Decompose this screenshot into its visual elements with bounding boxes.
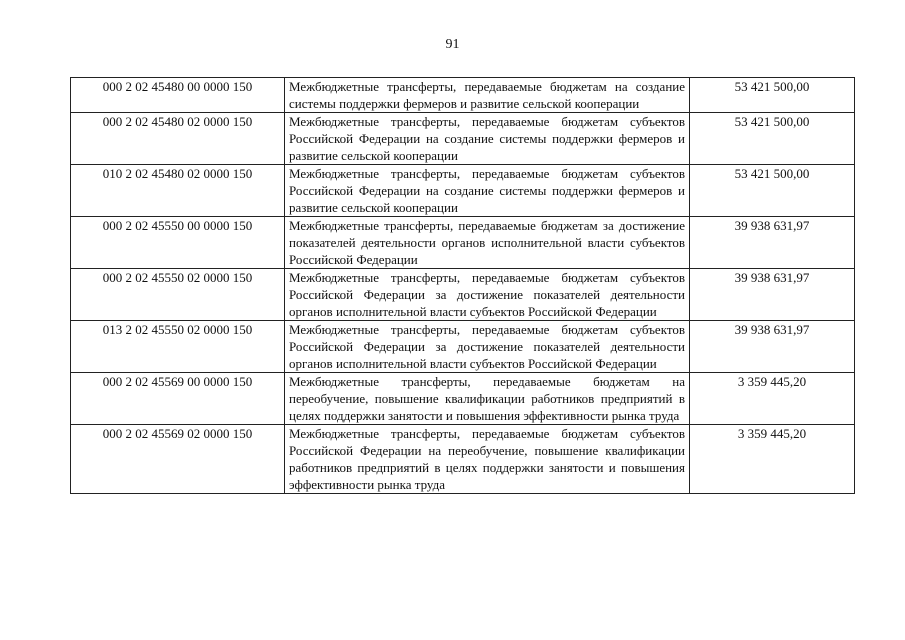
budget-code-cell: 000 2 02 45569 00 0000 150 [71, 373, 285, 425]
page-number: 91 [445, 37, 460, 52]
budget-code-cell: 000 2 02 45480 00 0000 150 [71, 78, 285, 113]
budget-code-cell: 010 2 02 45480 02 0000 150 [71, 165, 285, 217]
budget-code-cell: 000 2 02 45550 00 0000 150 [71, 217, 285, 269]
amount-cell: 53 421 500,00 [690, 78, 855, 113]
description-cell: Межбюджетные трансферты, передаваемые бюджетам субъектов Российской Федерации на создание системы поддержки фермеров и развитие сельской кооперации [285, 113, 690, 165]
budget-code-cell: 000 2 02 45569 02 0000 150 [71, 425, 285, 494]
amount-cell: 3 359 445,20 [690, 373, 855, 425]
budget-code-cell: 000 2 02 45480 02 0000 150 [71, 113, 285, 165]
table-row [71, 321, 855, 373]
table-row [71, 217, 855, 269]
table-row [71, 113, 855, 165]
amount-cell: 39 938 631,97 [690, 217, 855, 269]
amount-cell: 3 359 445,20 [690, 425, 855, 494]
budget-code-cell: 013 2 02 45550 02 0000 150 [71, 321, 285, 373]
amount-cell: 53 421 500,00 [690, 165, 855, 217]
description-cell: Межбюджетные трансферты, передаваемые бюджетам субъектов Российской Федерации за достижение показателей деятельности органов исполнительной власти субъектов Российской Федерации [285, 269, 690, 321]
amount-cell: 53 421 500,00 [690, 113, 855, 165]
table-row [71, 373, 855, 425]
budget-table [70, 77, 855, 494]
table-row [71, 165, 855, 217]
budget-code-cell: 000 2 02 45550 02 0000 150 [71, 269, 285, 321]
table-row [71, 269, 855, 321]
table-row [71, 78, 855, 113]
description-cell: Межбюджетные трансферты, передаваемые бюджетам на переобучение, повышение квалификации работников предприятий в целях поддержки занятости и повышения эффективности рынка труда [285, 373, 690, 425]
amount-cell: 39 938 631,97 [690, 321, 855, 373]
description-cell: Межбюджетные трансферты, передаваемые бюджетам субъектов Российской Федерации за достижение показателей деятельности органов исполнительной власти субъектов Российской Федерации [285, 321, 690, 373]
description-cell: Межбюджетные трансферты, передаваемые бюджетам субъектов Российской Федерации на переобучение, повышение квалификации работников предприятий в целях поддержки занятости и повышения эффективности рынка труда [285, 425, 690, 494]
description-cell: Межбюджетные трансферты, передаваемые бюджетам за достижение показателей деятельности органов исполнительной власти субъектов Российской Федерации [285, 217, 690, 269]
description-cell: Межбюджетные трансферты, передаваемые бюджетам субъектов Российской Федерации на создание системы поддержки фермеров и развитие сельской кооперации [285, 165, 690, 217]
description-cell: Межбюджетные трансферты, передаваемые бюджетам на создание системы поддержки фермеров и развитие сельской кооперации [285, 78, 690, 113]
amount-cell: 39 938 631,97 [690, 269, 855, 321]
table-row [71, 425, 855, 494]
